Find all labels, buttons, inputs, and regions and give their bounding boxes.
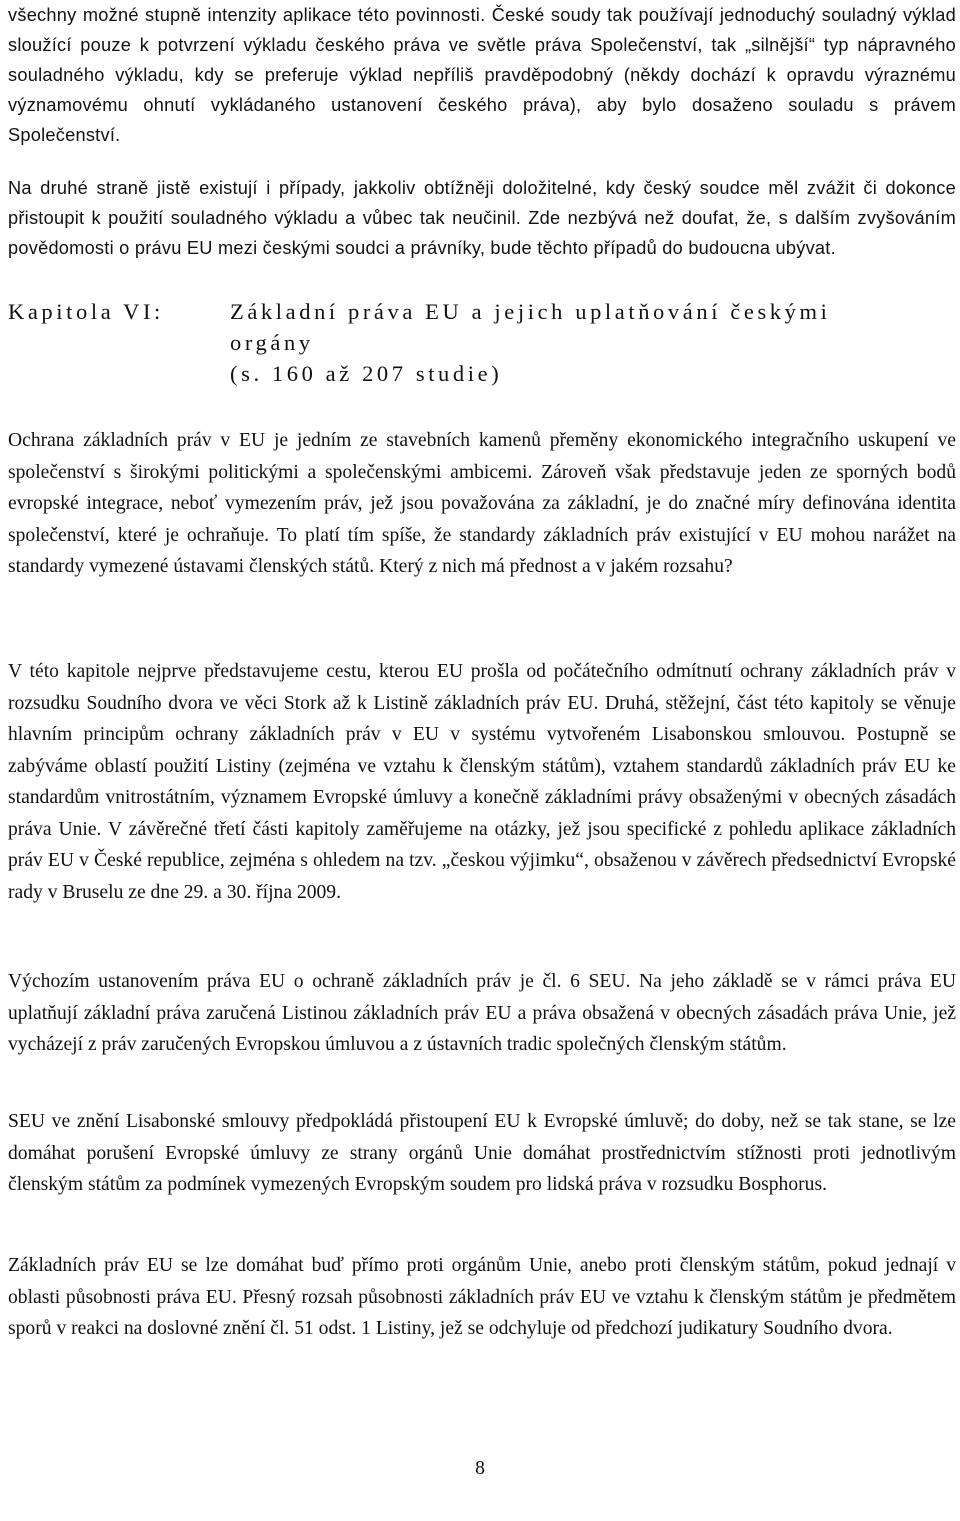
chapter-page-range: (s. 160 až 207 studie)	[230, 361, 503, 386]
chapter-title-line: orgány	[230, 330, 314, 355]
paragraph-chapter-overview: V této kapitole nejprve představujeme cestu, kterou EU prošla od počátečního odmítnutí ochrany základních práv v rozsudku Soudního dvora ve věci Stork až k Listině základních práv EU. Druhá, stěžejní, část této kapitoly se věnuje hlavním principům ochrany základních práv v EU v systému vytvořeném Lisabonskou smlouvou. Postupně se zabýváme oblastí použití Listiny (zejména ve vztahu k členským státům), vztahem standardů základních práv EU ke standardům vnitrostátním, významem Evropské úmluvy a konečně základními právy obsaženými v obecných zásadách práva Unie. V závěrečné třetí části kapitoly zaměřujeme na otázky, jež jsou specifické z pohledu aplikace základních práv EU v České republice, zejména s ohledem na tzv. „českou výjimku“, obsaženou v závěrech předsednictví Evropské rady v Bruselu ze dne 29. a 30. října 2009.	[8, 661, 956, 903]
page-number: 8	[475, 1458, 485, 1479]
paragraph-article-6: Výchozím ustanovením práva EU o ochraně základních práv je čl. 6 SEU. Na jeho základě se v rámci práva EU uplatňují základní práva zaručená Listinou základních práv EU a práva obsažená v obecných zásadách práva Unie, jež vycházejí z práv zaručených Evropskou úmluvou a z ústavních tradic společných členským státům.	[8, 971, 956, 1055]
paragraph-other-cases: Na druhé straně jistě existují i případy, jakkoliv obtížněji doložitelné, kdy český soudce měl zvážit či dokonce přistoupit k použití souladného výkladu a vůbec tak neučinil. Zde nezbývá než doufat, že, s dalším zvyšováním povědomosti o právu EU mezi českými soudci a právníky, bude těchto případů do budoucna ubývat.	[8, 178, 956, 258]
chapter-title	[230, 296, 930, 389]
chapter-label: Kapitola VI:	[8, 299, 164, 324]
paragraph-scope-of-rights: Základních práv EU se lze domáhat buď přímo proti orgánům Unie, anebo proti členským státům, pokud jednají v oblasti působnosti práva EU. Přesný rozsah působnosti základních práv EU ve vztahu k členským státům je předmětem sporů v reakci na doslovné znění čl. 51 odst. 1 Listiny, jež se odchyluje od předchozí judikatury Soudního dvora.	[8, 1255, 956, 1339]
paragraph-echr-accession: SEU ve znění Lisabonské smlouvy předpokládá přistoupení EU k Evropské úmluvě; do doby, než se tak stane, se lze domáhat porušení Evropské úmluvy ze strany orgánů Unie domáhat prostřednictvím stížnosti proti jednotlivým členským státům za podmínek vymezených Evropským soudem pro lidská práva v rozsudku Bosphorus.	[8, 1111, 956, 1195]
chapter-title-line: Základní práva EU a jejich uplatňování českými	[230, 299, 831, 324]
paragraph-intro: všechny možné stupně intenzity aplikace této povinnosti. České soudy tak používají jednoduchý souladný výklad sloužící pouze k potvrzení výkladu českého práva ve světle práva Společenství, tak „silnější“ typ nápravného souladného výkladu, kdy se preferuje výklad nepříliš pravděpodobný (někdy dochází k opravdu výraznému významovému ohnutí vykládaného ustanovení českého práva), aby bylo dosaženo souladu s právem Společenství.	[8, 5, 956, 145]
paragraph-fundamental-rights: Ochrana základních práv v EU je jedním ze stavebních kamenů přeměny ekonomického integračního uskupení ve společenství s širokými politickými a společenskými ambicemi. Zároveň však představuje jeden ze sporných bodů evropské integrace, neboť vymezením práv, jež jsou považována za základní, je do značné míry definována identita společenství, které je ochraňuje. To platí tím spíše, že standardy základních práv existující v EU mohou narážet na standardy vymezené ústavami členských států. Který z nich má přednost a v jakém rozsahu?	[8, 430, 956, 577]
